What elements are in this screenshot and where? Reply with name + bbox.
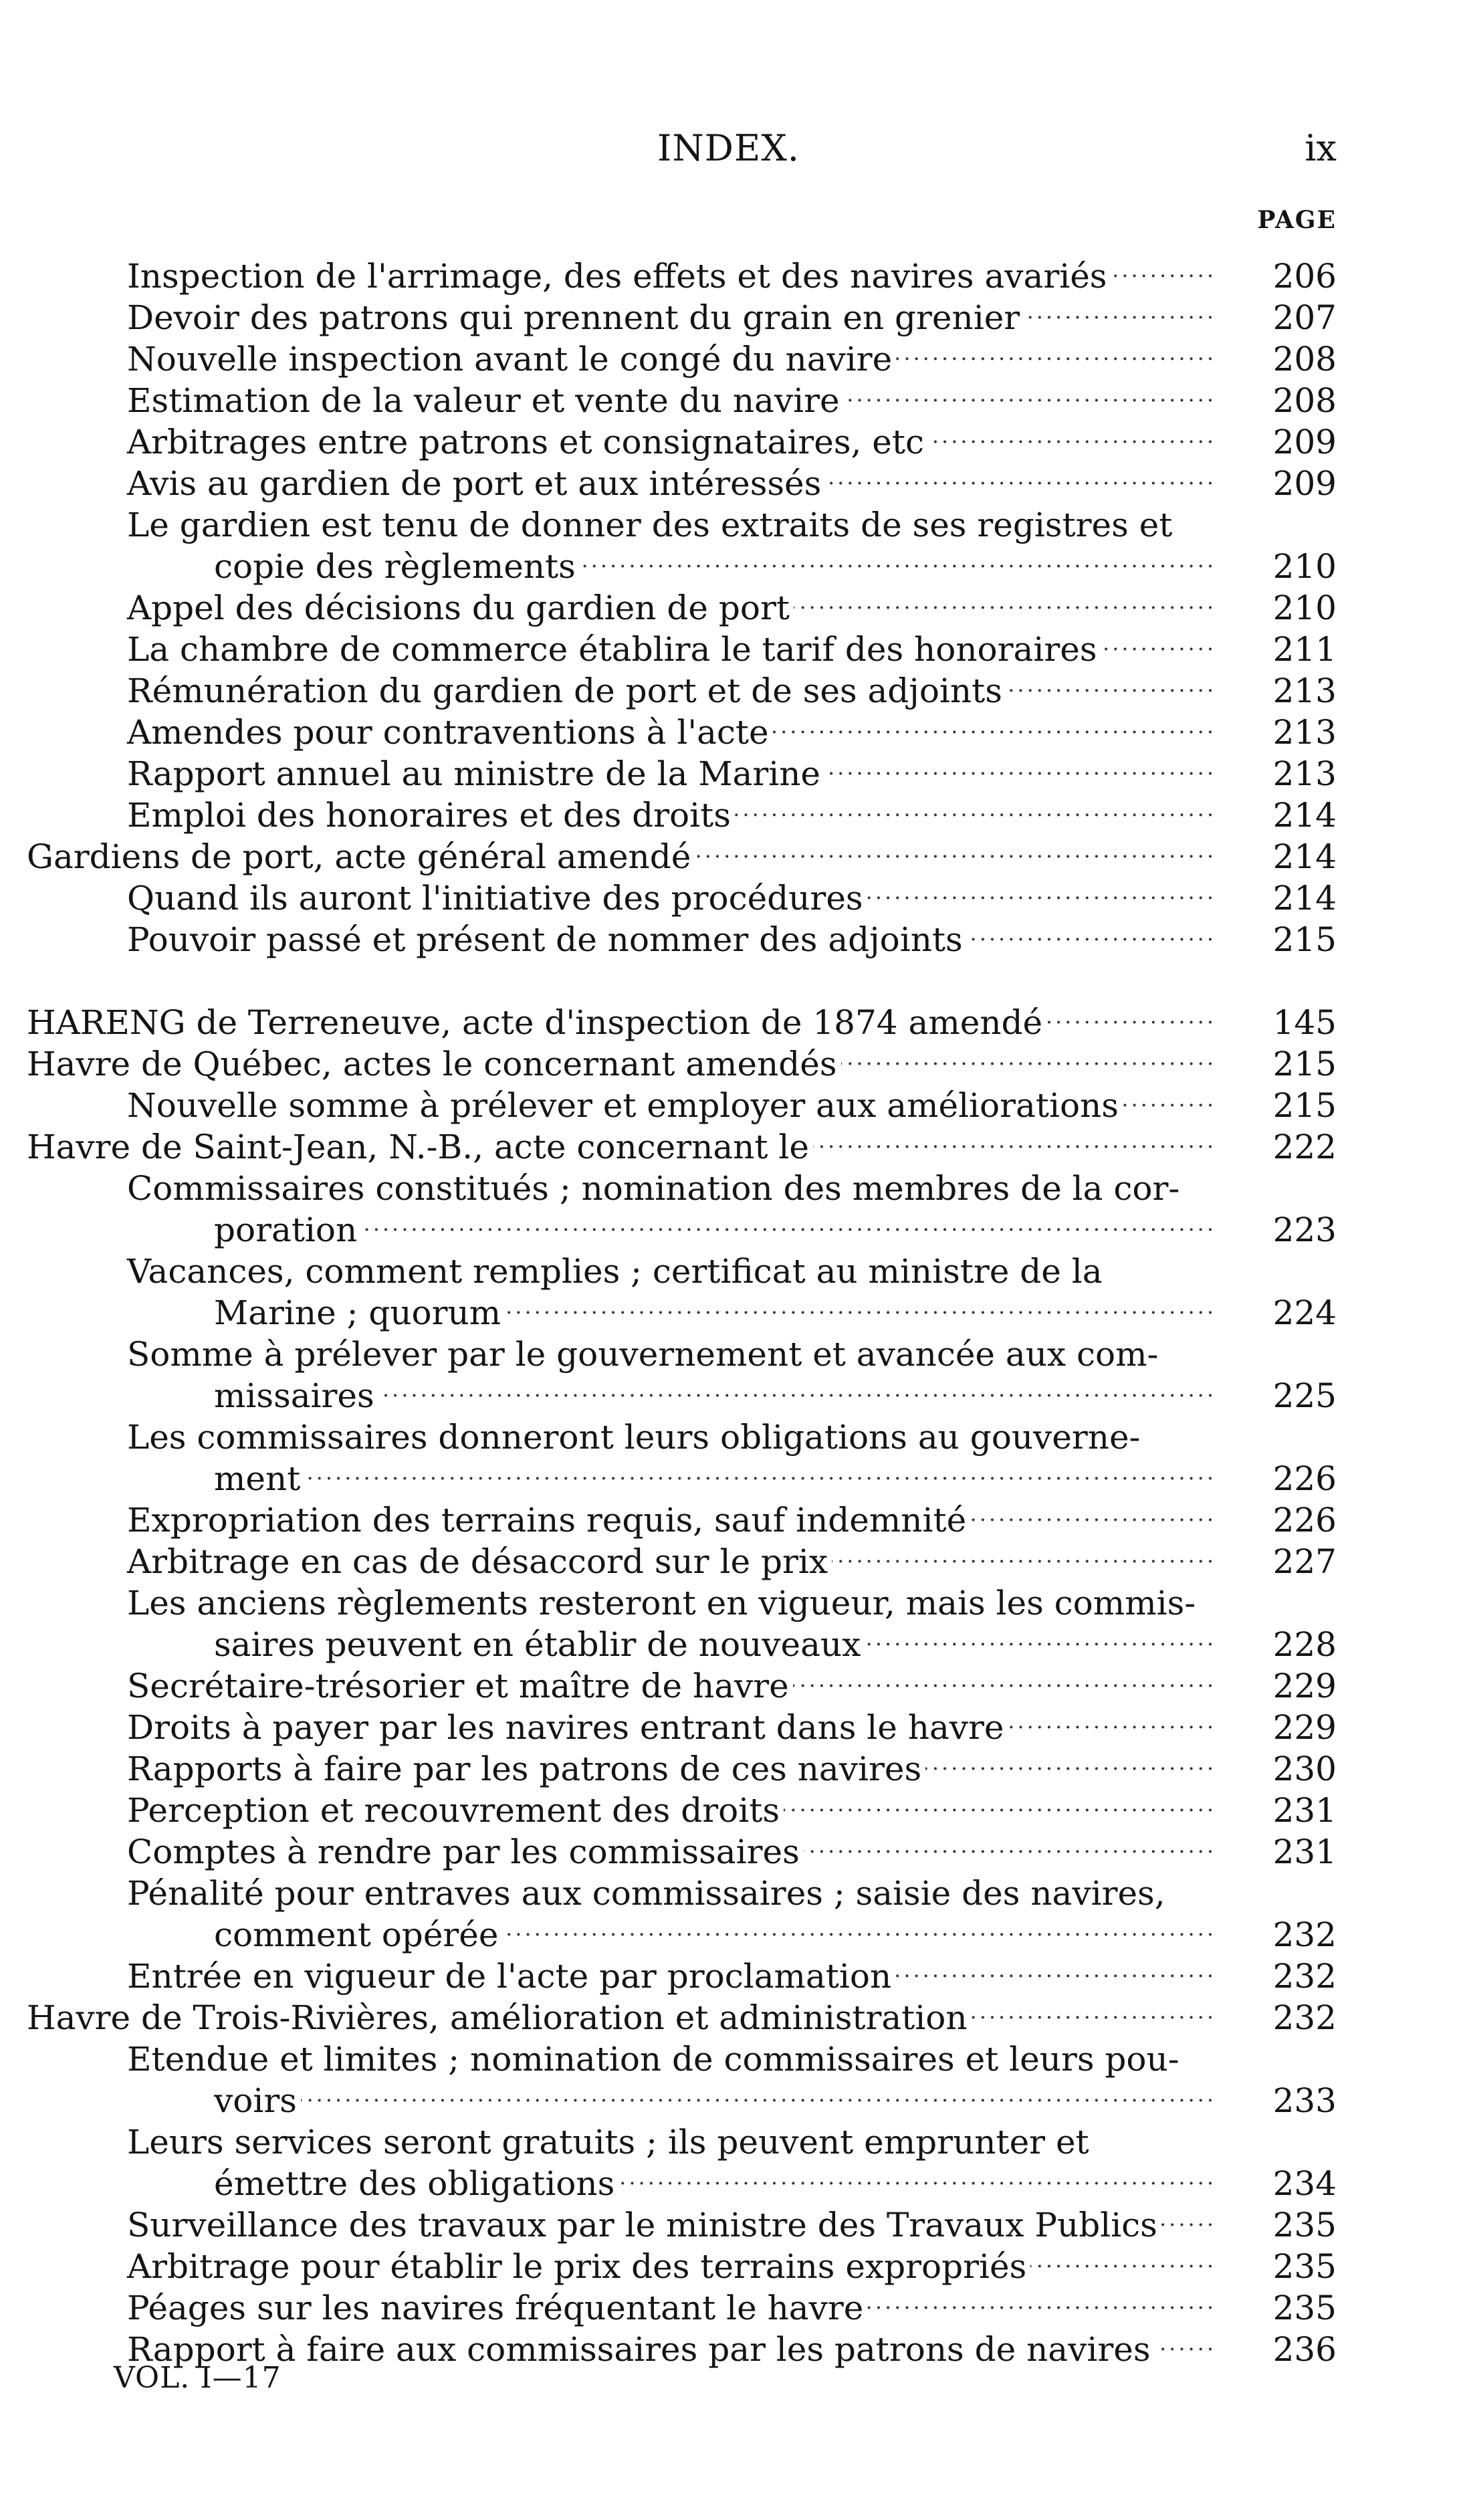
entry-page-number: 232 <box>1272 1957 1337 1996</box>
entry-page-number: 215 <box>1272 920 1337 959</box>
index-entry <box>0 1334 1457 1375</box>
entry-text: Gardiens de port, acte général amendé <box>27 836 695 877</box>
entry-text: Estimation de la valeur et vente du navire <box>127 380 844 421</box>
page-number: ix <box>1305 127 1337 169</box>
entry-text: copie des règlements <box>214 546 580 587</box>
entry-text: Les anciens règlements resteront en vigueur, mais les commis- <box>127 1582 1200 1624</box>
entry-page-number: 206 <box>1272 257 1337 296</box>
index-entry <box>0 670 1457 712</box>
entry-page-number: 232 <box>1272 1998 1337 2037</box>
entry-page-number: 209 <box>1272 423 1337 461</box>
index-entry <box>0 877 1457 919</box>
index-entry <box>0 1707 1457 1748</box>
entry-page-number: 230 <box>1272 1750 1337 1788</box>
index-spacer <box>0 960 1457 1002</box>
index-list <box>0 255 1457 2370</box>
index-entry <box>0 1582 1457 1624</box>
index-entry <box>0 1873 1457 1914</box>
entry-text: Arbitrage en cas de désaccord sur le prix <box>127 1541 832 1582</box>
entry-text: Havre de Québec, actes le concernant amendés <box>27 1043 841 1085</box>
entry-page-number: 226 <box>1272 1501 1337 1540</box>
index-entry <box>0 2121 1457 2163</box>
entry-text: poration <box>214 1209 361 1251</box>
entry-text: Etendue et limites ; nomination de commissaires et leurs pou- <box>127 2038 1184 2080</box>
entry-page-number: 236 <box>1272 2330 1337 2369</box>
entry-text: Somme à prélever par le gouvernement et avancée aux com- <box>127 1334 1162 1375</box>
entry-text: Havre de Saint-Jean, N.-B., acte concernant le <box>27 1126 813 1168</box>
index-entry <box>0 463 1457 504</box>
index-entry <box>0 919 1457 960</box>
entry-page-number: 211 <box>1272 630 1337 669</box>
entry-text: Entrée en vigueur de l'acte par proclamation <box>127 1956 895 1997</box>
page-column-heading: PAGE <box>1257 206 1337 234</box>
entry-page-number: 229 <box>1272 1708 1337 1747</box>
entry-text: Marine ; quorum <box>214 1292 505 1334</box>
entry-text: voirs <box>214 2080 301 2121</box>
entry-text: Quand ils auront l'initiative des procédures <box>127 877 867 919</box>
index-entry <box>0 795 1457 836</box>
entry-page-number: 235 <box>1272 2247 1337 2286</box>
entry-text: Nouvelle inspection avant le congé du navire <box>127 338 896 380</box>
entry-page-number: 213 <box>1272 713 1337 752</box>
index-heading <box>0 1126 1457 1168</box>
index-entry <box>0 2204 1457 2246</box>
entry-text: Devoir des patrons qui prennent du grain en grenier <box>127 297 1024 338</box>
index-entry <box>0 504 1457 546</box>
index-heading <box>0 1002 1457 1043</box>
entry-page-number: 213 <box>1272 671 1337 710</box>
entry-text: Droits à payer par les navires entrant dans le havre <box>127 1707 1008 1748</box>
index-entry <box>0 753 1457 795</box>
index-entry <box>0 338 1457 380</box>
entry-page-number: 215 <box>1272 1086 1337 1125</box>
entry-text: Rapport annuel au ministre de la Marine <box>127 753 824 795</box>
entry-page-number: 208 <box>1272 381 1337 420</box>
index-entry <box>0 2163 1457 2204</box>
entry-page-number: 210 <box>1272 589 1337 627</box>
index-entry <box>0 1748 1457 1790</box>
index-entry <box>0 1790 1457 1831</box>
entry-text: Appel des décisions du gardien de port <box>127 587 794 629</box>
index-entry <box>0 712 1457 753</box>
entry-text: Péages sur les navires fréquentant le havre <box>127 2287 867 2329</box>
index-entry <box>0 2038 1457 2080</box>
entry-page-number: 207 <box>1272 298 1337 337</box>
index-entry <box>0 1416 1457 1458</box>
index-entry <box>0 1458 1457 1499</box>
entry-page-number: 235 <box>1272 2206 1337 2244</box>
index-entry <box>0 1914 1457 1956</box>
index-entry <box>0 1956 1457 1997</box>
index-entry <box>0 1499 1457 1541</box>
index-entry <box>0 1209 1457 1251</box>
leader-dots <box>214 1209 1216 1251</box>
entry-text: Leurs services seront gratuits ; ils peuvent emprunter et <box>127 2121 1093 2163</box>
entry-text: La chambre de commerce établira le tarif des honoraires <box>127 629 1101 670</box>
index-entry <box>0 297 1457 338</box>
entry-page-number: 145 <box>1272 1003 1337 1042</box>
entry-page-number: 234 <box>1272 2164 1337 2203</box>
entry-page-number: 214 <box>1272 796 1337 835</box>
entry-text: Inspection de l'arrimage, des effets et des navires avariés <box>127 255 1111 297</box>
entry-text: ment <box>214 1458 304 1499</box>
entry-page-number: 222 <box>1272 1128 1337 1166</box>
index-entry <box>0 546 1457 587</box>
entry-page-number: 228 <box>1272 1625 1337 1664</box>
index-entry <box>0 1831 1457 1873</box>
index-entry <box>0 1375 1457 1416</box>
leader-dots <box>214 1458 1216 1499</box>
running-head <box>0 127 1457 174</box>
entry-page-number: 210 <box>1272 547 1337 586</box>
index-heading <box>0 836 1457 877</box>
entry-text: Pouvoir passé et présent de nommer des adjoints <box>127 919 967 960</box>
entry-text: Perception et recouvrement des droits <box>127 1790 784 1831</box>
entry-page-number: 231 <box>1272 1791 1337 1830</box>
entry-page-number: 208 <box>1272 340 1337 379</box>
entry-text: Rapport à faire aux commissaires par les patrons de navires <box>127 2329 1155 2370</box>
entry-text: Amendes pour contraventions à l'acte <box>127 712 773 753</box>
entry-page-number: 213 <box>1272 754 1337 793</box>
index-entry <box>0 629 1457 670</box>
index-entry <box>0 587 1457 629</box>
entry-text: Vacances, comment remplies ; certificat au ministre de la <box>127 1251 1107 1292</box>
entry-page-number: 229 <box>1272 1667 1337 1705</box>
index-entry <box>0 1665 1457 1707</box>
entry-page-number: 231 <box>1272 1832 1337 1871</box>
leader-dots <box>214 2080 1216 2121</box>
entry-text: Rapports à faire par les patrons de ces navires <box>127 1748 925 1790</box>
entry-page-number: 215 <box>1272 1045 1337 1083</box>
entry-page-number: 233 <box>1272 2081 1337 2120</box>
index-entry <box>0 380 1457 421</box>
index-entry <box>0 1251 1457 1292</box>
entry-text: Emploi des honoraires et des droits <box>127 795 735 836</box>
entry-text: saires peuvent en établir de nouveaux <box>214 1624 865 1665</box>
entry-page-number: 214 <box>1272 879 1337 918</box>
entry-text: Le gardien est tenu de donner des extraits de ses registres et <box>127 504 1176 546</box>
entry-text: Expropriation des terrains requis, sauf indemnité <box>127 1499 970 1541</box>
page-title: INDEX. <box>657 127 800 169</box>
index-entry <box>0 2080 1457 2121</box>
index-entry <box>0 2246 1457 2287</box>
index-entry <box>0 1085 1457 1126</box>
entry-text: Pénalité pour entraves aux commissaires ; saisie des navires, <box>127 1873 1169 1914</box>
entry-text: Arbitrages entre patrons et consignataires, etc <box>127 421 928 463</box>
index-entry <box>0 2287 1457 2329</box>
entry-text: HARENG de Terreneuve, acte d'inspection de 1874 amendé <box>27 1002 1046 1043</box>
entry-page-number: 226 <box>1272 1459 1337 1498</box>
index-entry <box>0 1624 1457 1665</box>
entry-page-number: 235 <box>1272 2289 1337 2327</box>
entry-text: missaires <box>214 1375 378 1416</box>
entry-text: Avis au gardien de port et aux intéressés <box>127 463 825 504</box>
entry-page-number: 225 <box>1272 1376 1337 1415</box>
index-entry <box>0 1168 1457 1209</box>
index-entry <box>0 255 1457 297</box>
index-entry <box>0 1541 1457 1582</box>
entry-page-number: 224 <box>1272 1293 1337 1332</box>
entry-page-number: 227 <box>1272 1542 1337 1581</box>
entry-text: Secrétaire-trésorier et maître de havre <box>127 1665 793 1707</box>
index-heading <box>0 1043 1457 1085</box>
entry-text: Commissaires constitués ; nomination des membres de la cor- <box>127 1168 1184 1209</box>
entry-page-number: 209 <box>1272 464 1337 503</box>
entry-page-number: 214 <box>1272 837 1337 876</box>
entry-text: Les commissaires donneront leurs obligations au gouverne- <box>127 1416 1144 1458</box>
entry-text: Comptes à rendre par les commissaires <box>127 1831 804 1873</box>
entry-text: Surveillance des travaux par le ministre des Travaux Publics <box>127 2204 1161 2246</box>
index-entry <box>0 1292 1457 1334</box>
index-entry <box>0 421 1457 463</box>
entry-text: Havre de Trois-Rivières, amélioration et administration <box>27 1997 972 2038</box>
entry-page-number: 223 <box>1272 1211 1337 1249</box>
entry-text: Rémunération du gardien de port et de ses adjoints <box>127 670 1006 712</box>
index-heading <box>0 1997 1457 2038</box>
entry-text: comment opérée <box>214 1914 503 1956</box>
entry-text: émettre des obligations <box>214 2163 619 2204</box>
entry-text: Arbitrage pour établir le prix des terrains expropriés <box>127 2246 1030 2287</box>
signature-mark: VOL. I—17 <box>114 2361 282 2395</box>
entry-text: Nouvelle somme à prélever et employer aux améliorations <box>127 1085 1123 1126</box>
entry-page-number: 232 <box>1272 1915 1337 1954</box>
